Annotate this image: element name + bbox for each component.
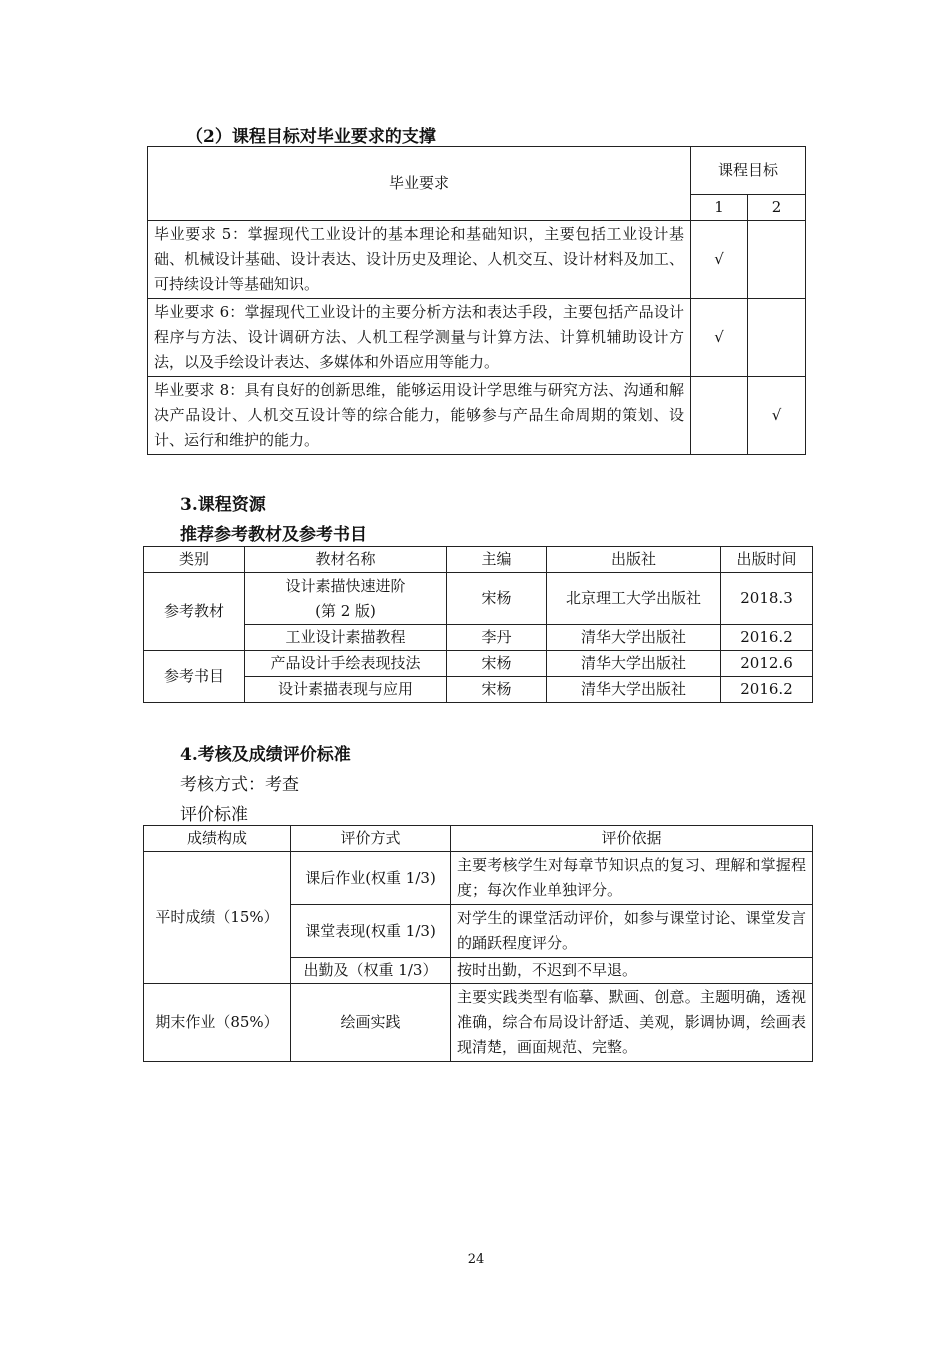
book-publisher: 清华大学出版社 (547, 677, 721, 703)
assessment-method: 考核方式：考查 (180, 775, 299, 795)
table-row (144, 651, 813, 677)
book-publisher: 清华大学出版社 (547, 651, 721, 677)
header-goal-1: 1 (691, 195, 748, 221)
goal-check (748, 299, 806, 377)
book-publisher: 北京理工大学出版社 (547, 573, 721, 625)
category-cell: 参考书目 (144, 651, 245, 703)
table-row (148, 299, 806, 377)
header-grade-composition: 成绩构成 (144, 826, 291, 852)
final-grade-label: 期末作业（85%） (144, 984, 291, 1062)
goal-check (748, 221, 806, 299)
header-graduation-requirement: 毕业要求 (148, 147, 691, 221)
section4-heading: 4.考核及成绩评价标准 (180, 745, 351, 765)
goal-check: √ (691, 299, 748, 377)
book-editor: 李丹 (447, 625, 547, 651)
header-book-name: 教材名称 (245, 547, 447, 573)
book-editor: 宋杨 (447, 677, 547, 703)
header-evaluation-method: 评价方式 (291, 826, 451, 852)
book-editor: 宋杨 (447, 573, 547, 625)
book-editor: 宋杨 (447, 651, 547, 677)
header-category: 类别 (144, 547, 245, 573)
evaluation-method: 绘画实践 (291, 984, 451, 1062)
header-goal-2: 2 (748, 195, 806, 221)
evaluation-basis: 按时出勤，不迟到不早退。 (451, 958, 813, 984)
table-row (144, 625, 813, 651)
book-year: 2012.6 (721, 651, 813, 677)
regular-grade-label: 平时成绩（15%） (144, 852, 291, 984)
header-editor: 主编 (447, 547, 547, 573)
evaluation-method: 课后作业(权重 1/3) (291, 852, 451, 905)
table-row (144, 677, 813, 703)
table-row (148, 221, 806, 299)
reference-books-table (143, 546, 813, 703)
book-name: 产品设计手绘表现技法 (245, 651, 447, 677)
evaluation-basis: 主要实践类型有临摹、默画、创意。主题明确，透视准确，综合布局设计舒适、美观，影调协调，绘画表现清楚，画面规范、完整。 (451, 984, 813, 1062)
page-number: 24 (467, 1252, 485, 1267)
requirement-text: 毕业要求 8：具有良好的创新思维，能够运用设计学思维与研究方法、沟通和解决产品设计、人机交互设计等的综合能力，能够参与产品生命周期的策划、设计、运行和维护的能力。 (148, 377, 691, 455)
header-year: 出版时间 (721, 547, 813, 573)
table-row (144, 984, 813, 1062)
table-row (144, 573, 813, 625)
book-name: 设计素描快速进阶 (第 2 版) (245, 573, 447, 625)
book-name: 工业设计素描教程 (245, 625, 447, 651)
criteria-label: 评价标准 (180, 805, 248, 825)
header-publisher: 出版社 (547, 547, 721, 573)
evaluation-method: 课堂表现(权重 1/3) (291, 905, 451, 958)
book-year: 2016.2 (721, 625, 813, 651)
goal-check: √ (691, 221, 748, 299)
evaluation-method: 出勤及（权重 1/3） (291, 958, 451, 984)
requirement-text: 毕业要求 6：掌握现代工业设计的主要分析方法和表达手段，主要包括产品设计程序与方法、设计调研方法、人机工程学测量与计算方法、计算机辅助设计方法，以及手绘设计表达、多媒体和外语应用等能力。 (148, 299, 691, 377)
book-publisher: 清华大学出版社 (547, 625, 721, 651)
table-row (148, 377, 806, 455)
assessment-table (143, 825, 813, 1062)
requirement-text: 毕业要求 5：掌握现代工业设计的基本理论和基础知识，主要包括工业设计基础、机械设计基础、设计表达、设计历史及理论、人机交互、设计材料及加工、可持续设计等基础知识。 (148, 221, 691, 299)
section3-subheading: 推荐参考教材及参考书目 (180, 525, 367, 545)
evaluation-basis: 对学生的课堂活动评价，如参与课堂讨论、课堂发言的踊跃程度评分。 (451, 905, 813, 958)
evaluation-basis: 主要考核学生对每章节知识点的复习、理解和掌握程度；每次作业单独评分。 (451, 852, 813, 905)
goal-check: √ (748, 377, 806, 455)
graduation-support-table (147, 146, 806, 455)
book-year: 2016.2 (721, 677, 813, 703)
header-course-goal: 课程目标 (691, 147, 806, 195)
section2-heading: （2）课程目标对毕业要求的支撑 (186, 127, 436, 147)
section3-heading: 3.课程资源 (180, 495, 266, 515)
table-row (144, 852, 813, 905)
header-evaluation-basis: 评价依据 (451, 826, 813, 852)
book-name: 设计素描表现与应用 (245, 677, 447, 703)
goal-check (691, 377, 748, 455)
category-cell: 参考教材 (144, 573, 245, 651)
book-year: 2018.3 (721, 573, 813, 625)
